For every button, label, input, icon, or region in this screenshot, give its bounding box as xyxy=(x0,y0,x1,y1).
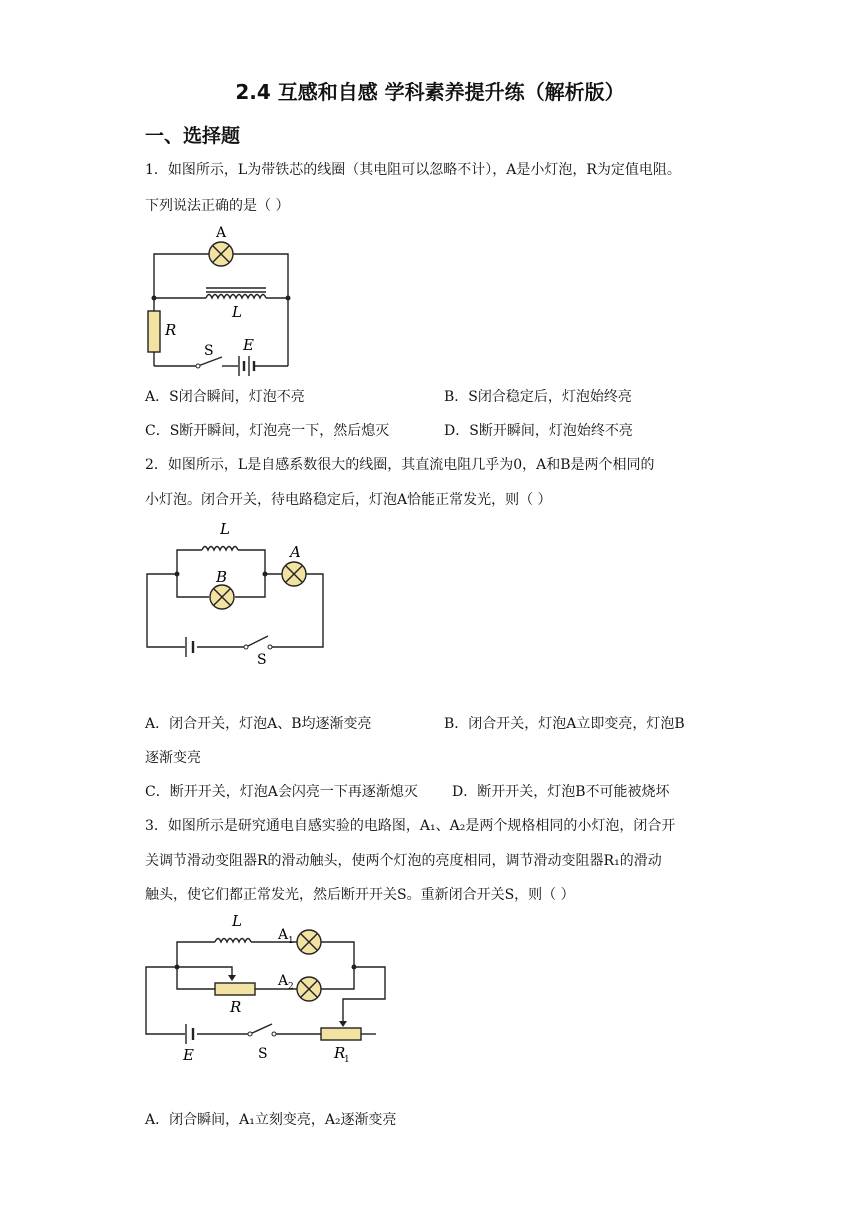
section-heading: 一、选择题 xyxy=(145,125,241,147)
q2-circuit-diagram xyxy=(140,520,340,670)
q2-stem-line1: 2．如图所示，L是自感系数很大的线圈，其直流电阻几乎为0，A和B是两个相同的 xyxy=(145,457,655,473)
q3-option-a: A．闭合瞬间，A₁立刻变亮，A₂逐渐变亮 xyxy=(145,1112,397,1128)
q1-stem-line1: 1．如图所示，L为带铁芯的线圈（其电阻可以忽略不计），A是小灯泡，R为定值电阻。 xyxy=(145,162,681,178)
q3-label-rheostat1: R xyxy=(334,1044,346,1062)
q2-option-b: B．闭合开关，灯泡A立即变亮，灯泡B xyxy=(444,716,685,732)
q3-stem-line1: 3．如图所示是研究通电自感实验的电路图，A₁、A₂是两个规格相同的小灯泡，闭合开 xyxy=(145,818,676,834)
q3-circuit-diagram xyxy=(140,912,390,1067)
q1-label-lamp: A xyxy=(216,225,227,241)
q3-label-lamp2-sub: 2 xyxy=(288,982,294,992)
q1-label-resistor: R xyxy=(165,321,177,339)
q3-label-switch: S xyxy=(258,1046,268,1062)
q2-label-lamp-b: B xyxy=(216,568,228,586)
q2-label-lamp-a: A xyxy=(290,543,301,561)
q3-stem-line2: 关调节滑动变阻器R的滑动触头，使两个灯泡的亮度相同，调节滑动变阻器R₁的滑动 xyxy=(145,853,662,869)
q3-label-source: E xyxy=(183,1046,194,1064)
q2-option-c: C．断开开关，灯泡A会闪亮一下再逐渐熄灭 xyxy=(145,784,418,800)
q1-option-a: A．S闭合瞬间，灯泡不亮 xyxy=(145,389,305,405)
q1-label-source: E xyxy=(243,336,254,354)
q3-label-lamp2: A xyxy=(278,973,289,989)
q2-option-b-cont: 逐渐变亮 xyxy=(145,750,201,766)
q2-option-d: D．断开开关，灯泡B不可能被烧坏 xyxy=(452,784,670,800)
q2-label-coil: L xyxy=(220,520,230,538)
q3-label-lamp1: A xyxy=(278,927,289,943)
q1-option-c: C．S断开瞬间，灯泡亮一下，然后熄灭 xyxy=(145,423,390,439)
q2-label-switch: S xyxy=(257,652,267,668)
q2-stem-line2: 小灯泡。闭合开关，待电路稳定后，灯泡A恰能正常发光，则（ ） xyxy=(145,492,552,508)
q3-label-coil: L xyxy=(232,912,242,930)
q1-label-switch: S xyxy=(204,343,214,359)
q3-label-rheostat1-sub: 1 xyxy=(344,1055,350,1065)
q1-circuit-diagram xyxy=(140,222,310,377)
q1-option-d: D．S断开瞬间，灯泡始终不亮 xyxy=(444,423,633,439)
page-title: 2.4 互感和自感 学科素养提升练（解析版） xyxy=(235,80,625,104)
q2-option-a: A．闭合开关，灯泡A、B均逐渐变亮 xyxy=(145,716,372,732)
q1-label-coil: L xyxy=(232,303,242,321)
q1-option-b: B．S闭合稳定后，灯泡始终亮 xyxy=(444,389,632,405)
q1-stem-line2: 下列说法正确的是（ ） xyxy=(145,198,290,214)
q3-label-lamp1-sub: 1 xyxy=(288,936,294,946)
q3-label-rheostat: R xyxy=(230,998,242,1016)
q3-stem-line3: 触头，使它们都正常发光，然后断开开关S。重新闭合开关S，则（ ） xyxy=(145,887,575,903)
